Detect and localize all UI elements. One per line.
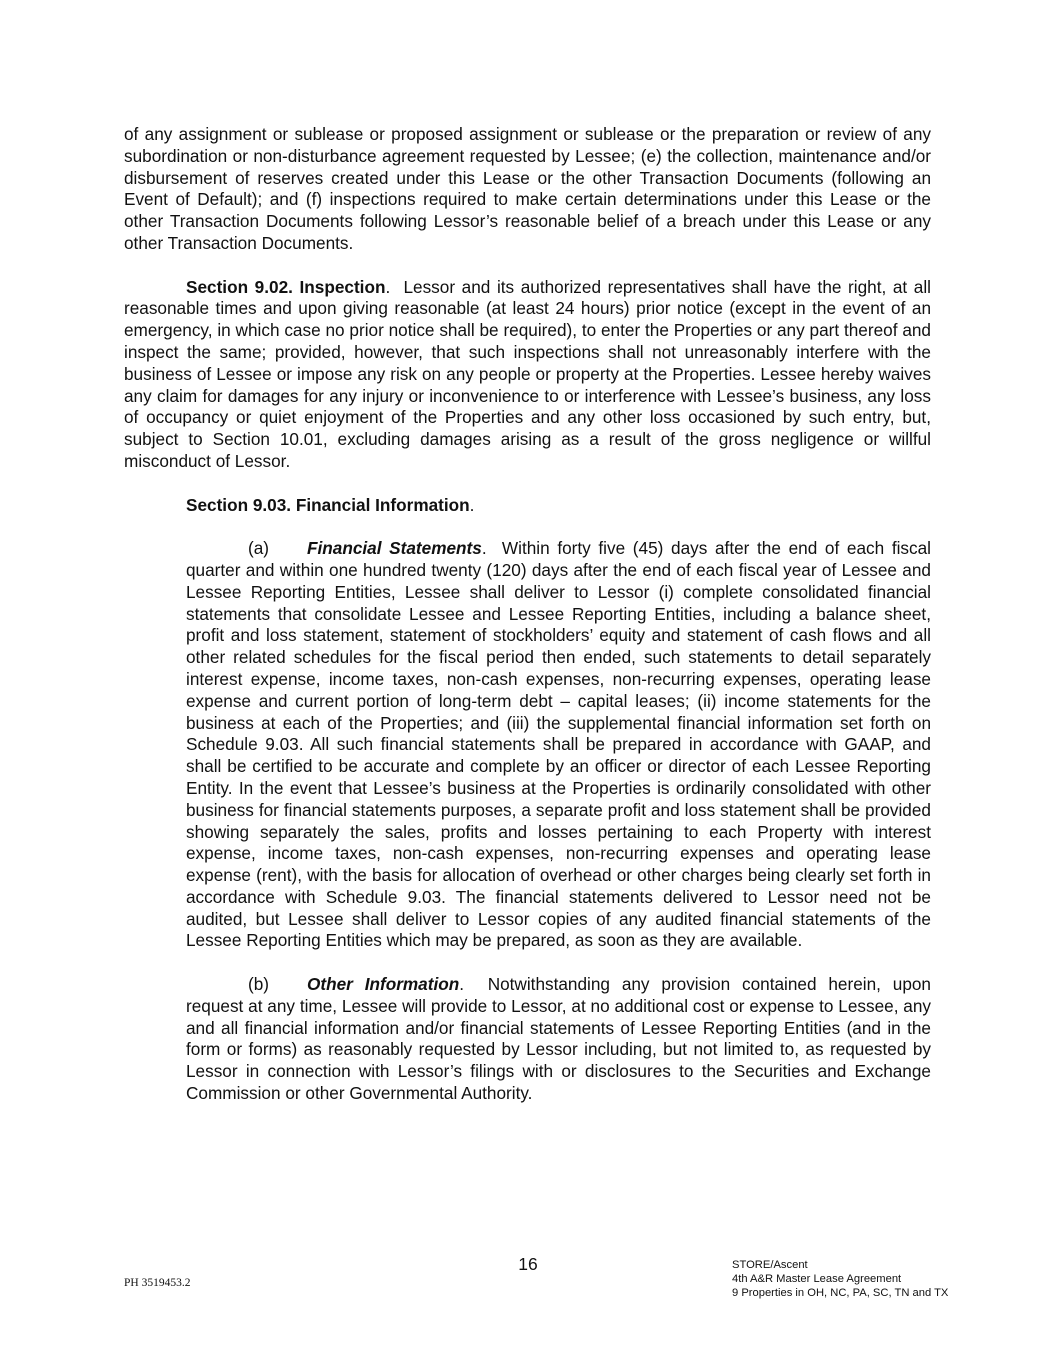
item-b-title: Other Information xyxy=(307,974,460,995)
section-9-03-items xyxy=(186,538,931,1105)
item-a-text: Within forty five (45) days after the end of each fiscal quarter and within one hundred twenty (120) days after the end of each fiscal year of Lessee and Lessee Reporting Entities, Lessee shall deliver to Lessor (i) complete consolidated financial statements that consolidate Lessee and Lessee Reporting Entities, including a balance sheet, profit and loss statement, statement of stockholders’ equity and statement of cash flows and all other related schedules for the fiscal period then ended, such statements to detail separately interest expense, income taxes, non-cash expenses, non-recurring expenses, operating lease expense and current portion of long-term debt – capital leases; (ii) income statements for the business at each of the Properties; and (iii) the supplemental financial information set forth on Schedule 9.03. All such financial statements shall be prepared in accordance with GAAP, and shall be certified to be accurate and complete by an officer or director of each Lessee Reporting Entity. In the event that Lessee’s business at the Properties is ordinarily consolidated with other business for financial statements purposes, a separate profit and loss statement shall be provided showing separately the sales, profits and losses pertaining to each Property with interest expense, income taxes, non-cash expenses, non-recurring expenses and operating lease expense (rent), with the basis for allocation of overhead or other charges being clearly set forth in accordance with Schedule 9.03. The financial statements delivered to Lessor need not be audited, but Lessee shall deliver to Lessor copies of any audited financial statements of the Lessee Reporting Entities which may be prepared, as soon as they are available. xyxy=(186,538,931,951)
item-b-title-punct: . xyxy=(459,974,464,995)
continuation-paragraph: of any assignment or sublease or proposed assignment or sublease or the preparation or review of any subordination or non-disturbance agreement requested by Lessee; (e) the collection, maintenance and/or disbursement of reserves created under this Lease or the other Transaction Documents (following an Event of Default); and (f) inspections required to make certain determinations under this Lease or the other Transaction Documents following Lessor’s reasonable belief of a breach under this Lease or any other Transaction Documents. xyxy=(124,124,931,253)
footer-info-line: STORE/Ascent xyxy=(732,1259,808,1271)
page-number: 16 xyxy=(518,1254,538,1274)
footer-document-info xyxy=(732,1259,948,1300)
item-a-title: Financial Statements xyxy=(307,538,482,559)
item-a-label: (a) xyxy=(248,538,270,559)
section-9-02-text: Lessor and its authorized representatives shall have the right, at all reasonable times and upon giving reasonable (at least 24 hours) prior notice (except in the event of an emergency, in which case no prior notice shall be required), to enter the Properties or any part thereof and inspect the same; provided, however, that such inspections shall not unreasonably interfere with the business of Lessee or impose any risk on any people or property at the Properties. Lessee hereby waives any claim for damages for any injury or inconvenience to or interference with Lessee’s business, any loss of occupancy or quiet enjoyment of the Properties and any other loss occasioned by such entry, but, subject to Section 10.01, excluding damages arising as a result of the gross negligence or willful misconduct of Lessor. xyxy=(124,276,931,471)
footer-info-line: 4th A&R Master Lease Agreement xyxy=(732,1272,902,1285)
section-9-03-heading-paragraph xyxy=(124,495,931,517)
item-b-label: (b) xyxy=(248,974,270,995)
section-9-02-heading-punct: . xyxy=(385,276,391,297)
footer-info-line: 9 Properties in OH, NC, PA, SC, TN and TX xyxy=(732,1286,949,1299)
document-id: PH 3519453.2 xyxy=(124,1277,191,1289)
item-a-title-punct: . xyxy=(481,538,487,559)
item-a-paragraph xyxy=(186,538,931,952)
item-b-paragraph xyxy=(186,974,931,1105)
item-b-text: Notwithstanding any provision contained herein, upon request at any time, Lessee will provide to Lessor, at no additional cost or expense to Lessee, any and all financial information and/or financial statements of Lessee Reporting Entities (and in the form or forms) as reasonably requested by Lessor including, but not limited to, as requested by Lessor in connection with Lessor’s filings with or disclosures to the Securities and Exchange Commission or other Governmental Authority. xyxy=(186,974,931,1104)
section-9-03-heading: Section 9.03. Financial Information xyxy=(186,494,470,515)
section-9-02-heading: Section 9.02. Inspection xyxy=(186,276,386,297)
section-9-03-heading-punct: . xyxy=(469,494,475,515)
document-body xyxy=(124,124,931,1127)
section-9-02-paragraph xyxy=(124,277,931,473)
